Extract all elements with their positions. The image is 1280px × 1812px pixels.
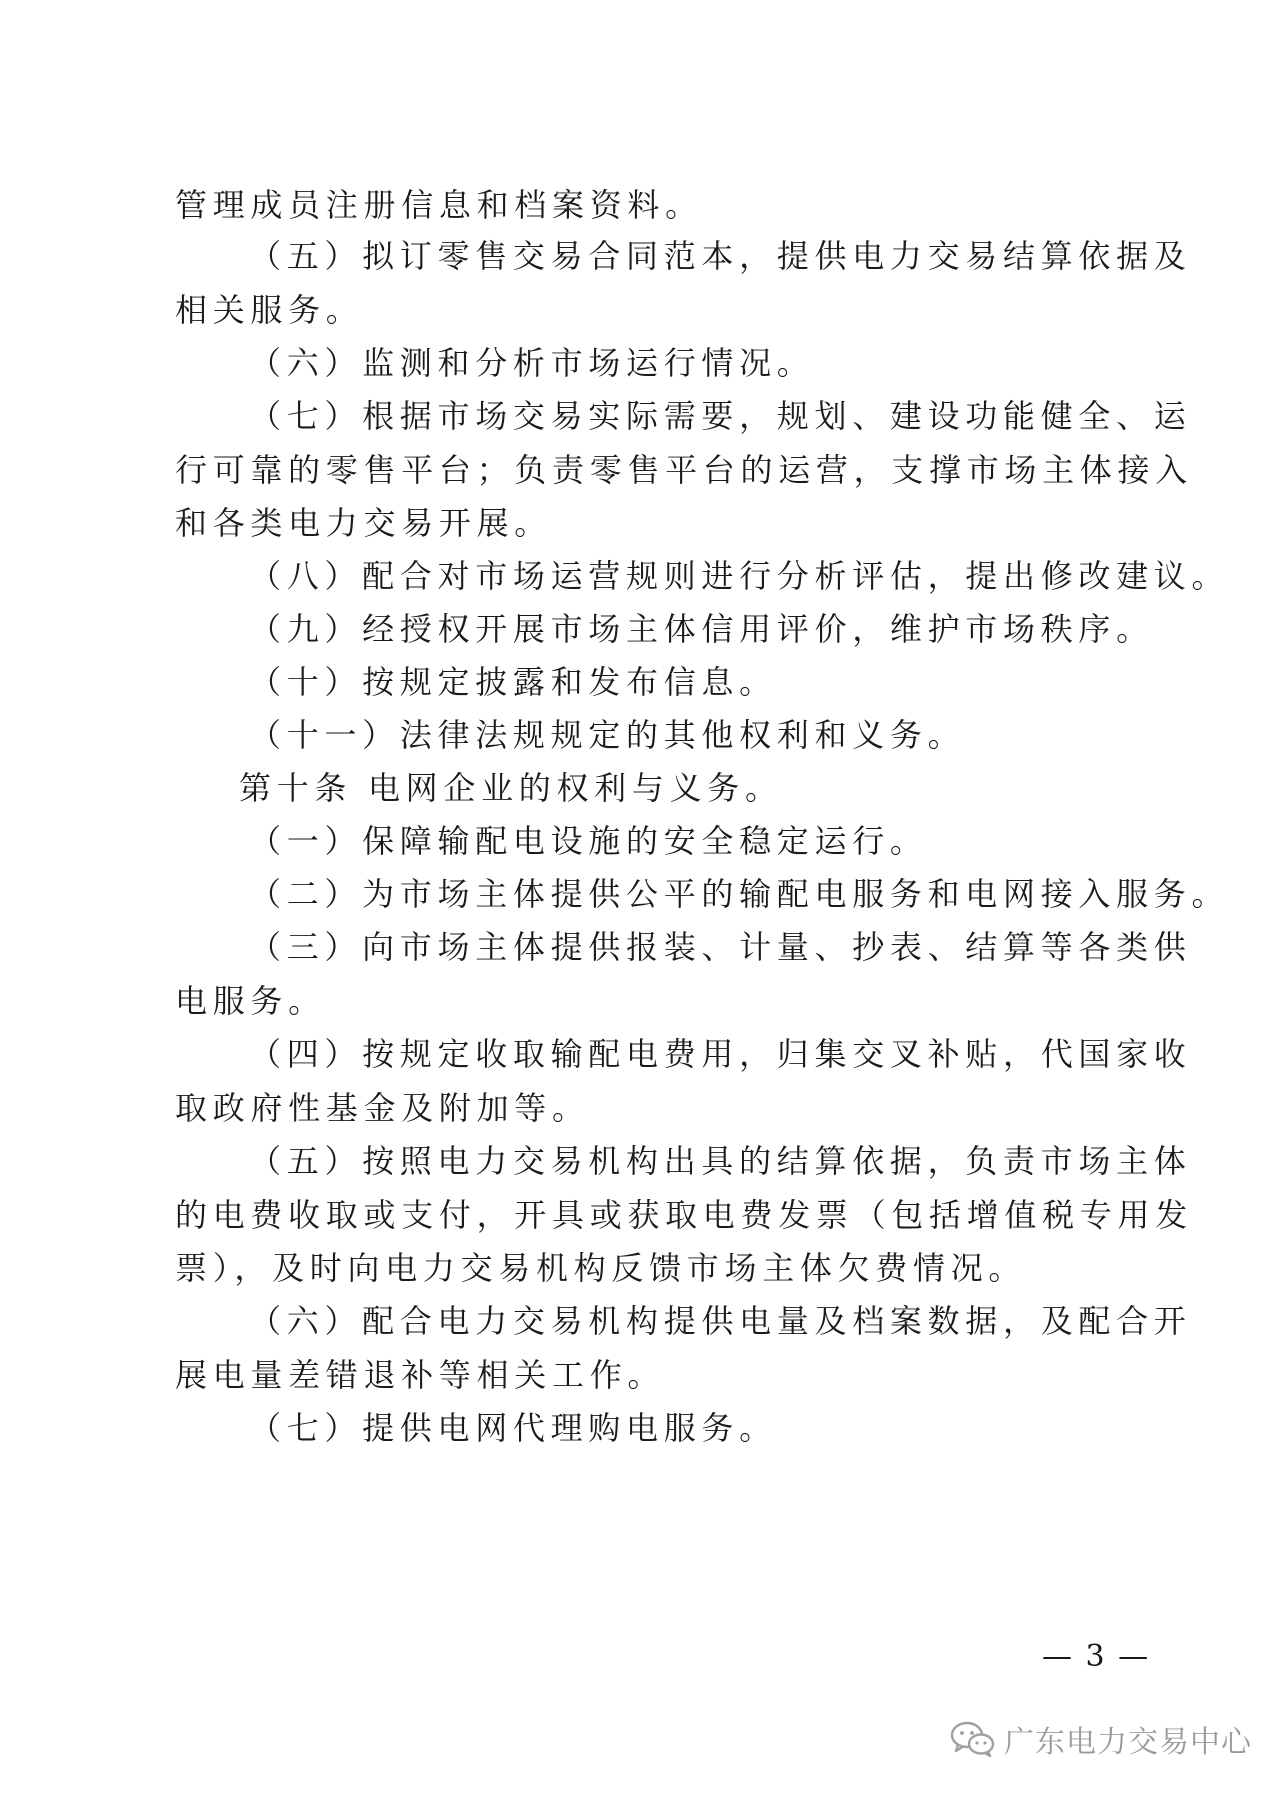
article-heading: 第十条 电网企业的权利与义务。	[239, 769, 783, 807]
paragraph-item-10: （十）按规定披露和发布信息。	[249, 663, 777, 701]
paragraph-item-1: （一）保障输配电设施的安全稳定运行。	[249, 822, 928, 860]
watermark-text: 广东电力交易中心	[1004, 1725, 1252, 1760]
text-line: 电服务。	[175, 982, 326, 1020]
text-line: （六）配合电力交易机构提供电量及档案数据，及配合开	[249, 1302, 1192, 1340]
text-line: 展电量差错退补等相关工作。	[175, 1356, 666, 1394]
text-line: 的电费收取或支付，开具或获取电费发票（包括增值税专用发	[175, 1196, 1193, 1234]
text-line: 管理成员注册信息和档案资料。	[175, 186, 703, 224]
text-line: 和各类电力交易开展。	[175, 504, 553, 542]
text-line: （五）拟订零售交易合同范本，提供电力交易结算依据及	[249, 237, 1192, 275]
text-line: （五）按照电力交易机构出具的结算依据，负责市场主体	[249, 1142, 1192, 1180]
text-line: （四）按规定收取输配电费用，归集交叉补贴，代国家收	[249, 1035, 1192, 1073]
text-line: 取政府性基金及附加等。	[175, 1089, 590, 1127]
paragraph-item-9: （九）经授权开展市场主体信用评价，维护市场秩序。	[249, 610, 1154, 648]
paragraph-item-6: （六）监测和分析市场运行情况。	[249, 344, 815, 382]
paragraph-item-2: （二）为市场主体提供公平的输配电服务和电网接入服务。	[249, 875, 1230, 913]
text-line: 票），及时向电力交易机构反馈市场主体欠费情况。	[175, 1249, 1027, 1287]
paragraph-item-7b: （七）提供电网代理购电服务。	[249, 1409, 777, 1447]
paragraph-item-8: （八）配合对市场运营规则进行分析评估，提出修改建议。	[249, 557, 1230, 595]
text-line: 行可靠的零售平台；负责零售平台的运营，支撑市场主体接入	[175, 451, 1193, 489]
paragraph-item-11: （十一）法律法规规定的其他权利和义务。	[249, 716, 966, 754]
text-line: （七）根据市场交易实际需要，规划、建设功能健全、运	[249, 397, 1192, 435]
text-line: （三）向市场主体提供报装、计量、抄表、结算等各类供	[249, 928, 1192, 966]
text-line: 相关服务。	[175, 291, 364, 329]
page-number: — 3 —	[1042, 1639, 1151, 1674]
wechat-icon	[950, 1719, 996, 1759]
watermark	[950, 1714, 1270, 1764]
